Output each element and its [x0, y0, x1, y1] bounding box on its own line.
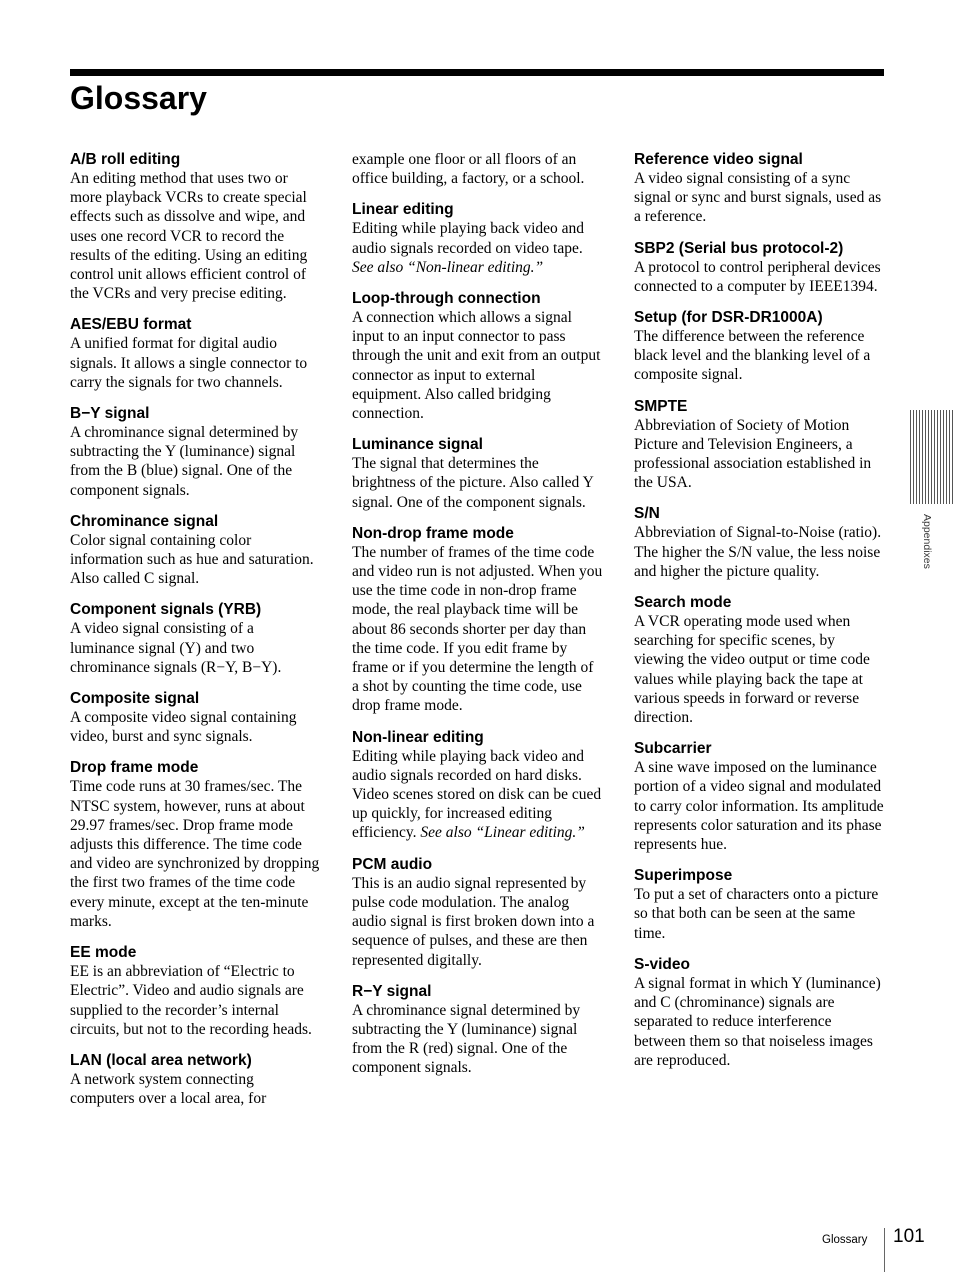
glossary-definition — [70, 708, 322, 746]
definition-text: A network system connecting computers over a local area, for — [70, 1070, 267, 1108]
definition-text: The signal that determines the brightness of the picture. Also called Y signal. One of the component signals. — [352, 455, 594, 511]
glossary-definition — [70, 334, 322, 392]
glossary-term: Component signals (YRB) — [70, 601, 262, 619]
glossary-term: Drop frame mode — [70, 759, 199, 777]
glossary-entry — [70, 943, 322, 1039]
footer-section-label: Glossary — [822, 1234, 868, 1246]
glossary-entry — [352, 728, 604, 843]
glossary-column-1 — [70, 150, 322, 1120]
glossary-entry — [634, 150, 886, 227]
glossary-entry — [352, 435, 604, 512]
definition-text: The number of frames of the time code and video run is not adjusted. When you use the time code in non-drop frame mode, the real playback time will be about 86 seconds shorter per day than the time code. If you edit frame by frame or if you determine the length of a shot by counting the time code, use drop frame mode. — [352, 543, 603, 715]
glossary-definition — [70, 1070, 322, 1108]
glossary-definition — [70, 962, 322, 1039]
glossary-term: Subcarrier — [634, 740, 712, 758]
glossary-term: Non-drop frame mode — [352, 524, 514, 542]
glossary-entry — [70, 512, 322, 589]
glossary-definition — [634, 612, 886, 727]
glossary-term: Setup (for DSR-DR1000A) — [634, 309, 823, 327]
glossary-entry — [70, 689, 322, 746]
glossary-definition — [70, 531, 322, 589]
glossary-entry — [352, 855, 604, 970]
glossary-definition — [352, 308, 604, 423]
glossary-definition — [70, 169, 322, 303]
glossary-term: S-video — [634, 955, 690, 973]
glossary-term: Search mode — [634, 594, 732, 612]
glossary-term: PCM audio — [352, 855, 433, 873]
glossary-definition — [70, 777, 322, 931]
glossary-entry — [352, 524, 604, 716]
glossary-definition — [70, 619, 322, 677]
glossary-entry — [634, 866, 886, 943]
definition-text: A signal format in which Y (luminance) and C (chrominance) signals are separated to reduce interference between them so that noiseless images are reproduced. — [634, 974, 881, 1069]
page-number: 101 — [893, 1226, 925, 1247]
glossary-term: Non-linear editing — [352, 728, 484, 746]
glossary-term: Linear editing — [352, 201, 454, 219]
definition-text: A video signal consisting of a luminance signal (Y) and two chrominance signals (R−Y, B−Y). — [70, 620, 282, 676]
definition-text: Abbreviation of Signal-to-Noise (ratio). The higher the S/N value, the less noise and higher the picture quality. — [634, 524, 882, 580]
glossary-term: Superimpose — [634, 867, 733, 885]
glossary-definition — [352, 454, 604, 512]
glossary-term: SBP2 (Serial bus protocol-2) — [634, 239, 844, 257]
glossary-definition — [352, 1001, 604, 1078]
definition-text: A chrominance signal determined by subtracting the Y (luminance) signal from the R (red) signal. One of the component signals. — [352, 1001, 581, 1077]
definition-text: EE is an abbreviation of “Electric to Electric”. Video and audio signals are supplied to the recorder’s internal circuits, but not to the recording heads. — [70, 963, 312, 1038]
definition-text: Time code runs at 30 frames/sec. The NTSC system, however, runs at about 29.97 frames/sec. Drop frame mode adjusts this difference. The time code and video are synchronized by dropping the first two frames of the time code every minute, except at the ten-minute marks. — [70, 778, 320, 930]
definition-text: A video signal consisting of a sync signal or sync and burst signals, used as a reference. — [634, 170, 882, 226]
glossary-definition — [634, 327, 886, 385]
glossary-entry — [634, 308, 886, 385]
see-also-reference: See also “Non-linear editing.” — [352, 258, 544, 276]
definition-text: Editing while playing back video and audio signals recorded on hard disks. Video scenes stored on disk can be cued up quickly, for increased editing efficiency. — [352, 747, 602, 842]
definition-text: A unified format for digital audio signals. It allows a single connector to carry the signals for two channels. — [70, 335, 308, 391]
glossary-entry — [70, 758, 322, 931]
glossary-column-3 — [634, 150, 886, 1082]
glossary-entry — [634, 593, 886, 727]
glossary-term: SMPTE — [634, 397, 688, 415]
glossary-definition — [634, 258, 886, 296]
glossary-definition — [634, 758, 886, 854]
section-tab-marker — [910, 410, 954, 504]
glossary-entry — [70, 600, 322, 677]
glossary-definition — [634, 885, 886, 943]
glossary-entry — [70, 1051, 322, 1108]
glossary-entry — [634, 955, 886, 1070]
glossary-entry — [70, 315, 322, 392]
glossary-definition — [352, 219, 604, 277]
definition-text: A VCR operating mode used when searching for specific scenes, by viewing the video output or time code values while playing back the tape at various speeds in forward or reverse direction. — [634, 613, 870, 727]
glossary-term: AES/EBU format — [70, 316, 192, 334]
see-also-reference: See also “Linear editing.” — [420, 824, 585, 842]
glossary-term: Composite signal — [70, 690, 200, 708]
glossary-entry — [634, 739, 886, 854]
section-tab-label: Appendixes — [921, 514, 933, 569]
glossary-term: S/N — [634, 505, 660, 523]
glossary-entry — [634, 239, 886, 296]
definition-text: Editing while playing back video and audio signals recorded on video tape. — [352, 220, 585, 257]
glossary-entry — [352, 982, 604, 1078]
glossary-entry — [70, 404, 322, 500]
glossary-definition — [634, 416, 886, 493]
glossary-term: A/B roll editing — [70, 151, 181, 168]
glossary-term: LAN (local area network) — [70, 1051, 252, 1069]
title-rule — [70, 69, 884, 76]
glossary-definition — [352, 747, 604, 843]
definition-text: An editing method that uses two or more playback VCRs to create special effects such as dissolve and wipe, and uses one record VCR to record the results of the editing. Using an editing control unit allows efficient control of the VCRs and very precise editing. — [70, 170, 308, 303]
glossary-term: Loop-through connection — [352, 290, 541, 308]
definition-text: A chrominance signal determined by subtracting the Y (luminance) signal from the B (blue) signal. One of the component signals. — [70, 424, 299, 499]
glossary-entry — [352, 200, 604, 277]
glossary-definition — [352, 543, 604, 716]
glossary-column-2 — [352, 150, 604, 1090]
glossary-definition — [634, 523, 886, 581]
glossary-term: Chrominance signal — [70, 512, 219, 530]
glossary-term: Luminance signal — [352, 436, 483, 454]
glossary-entry — [352, 289, 604, 423]
definition-text: A composite video signal containing video, burst and sync signals. — [70, 709, 297, 746]
page-title: Glossary — [70, 80, 207, 116]
definition-text: This is an audio signal represented by pulse code modulation. The analog audio signal is first broken down into a sequence of pulses, and these are then represented digitally. — [352, 874, 595, 969]
definition-text: Abbreviation of Society of Motion Picture and Television Engineers, a professional association established in the USA. — [634, 416, 872, 492]
glossary-entry — [634, 504, 886, 581]
glossary-term: Reference video signal — [634, 151, 803, 168]
glossary-entry — [352, 150, 604, 188]
glossary-definition — [634, 169, 886, 227]
glossary-definition — [634, 974, 886, 1070]
definition-text: A connection which allows a signal input to an input connector to pass through the unit and exit from an output connector as input to external equipment. Also called bridging connection. — [352, 309, 601, 423]
glossary-term: B−Y signal — [70, 405, 150, 423]
definition-text: To put a set of characters onto a picture so that both can be seen at the same time. — [634, 886, 879, 942]
glossary-entry — [70, 150, 322, 303]
footer-divider — [884, 1228, 885, 1272]
definition-text: The difference between the reference black level and the blanking level of a composite signal. — [634, 328, 871, 384]
definition-text: example one floor or all floors of an office building, a factory, or a school. — [352, 151, 585, 188]
glossary-term: EE mode — [70, 944, 137, 962]
definition-text: A protocol to control peripheral devices connected to a computer by IEEE1394. — [634, 258, 881, 295]
glossary-definition — [352, 150, 604, 188]
glossary-entry — [634, 397, 886, 493]
definition-text: A sine wave imposed on the luminance portion of a video signal and modulated to carry color information. Its amplitude represents color saturation and its phase represents hue. — [634, 759, 884, 854]
glossary-definition — [352, 874, 604, 970]
definition-text: Color signal containing color information such as hue and saturation. Also called C signal. — [70, 531, 314, 588]
glossary-term: R−Y signal — [352, 982, 432, 1000]
glossary-definition — [70, 423, 322, 500]
